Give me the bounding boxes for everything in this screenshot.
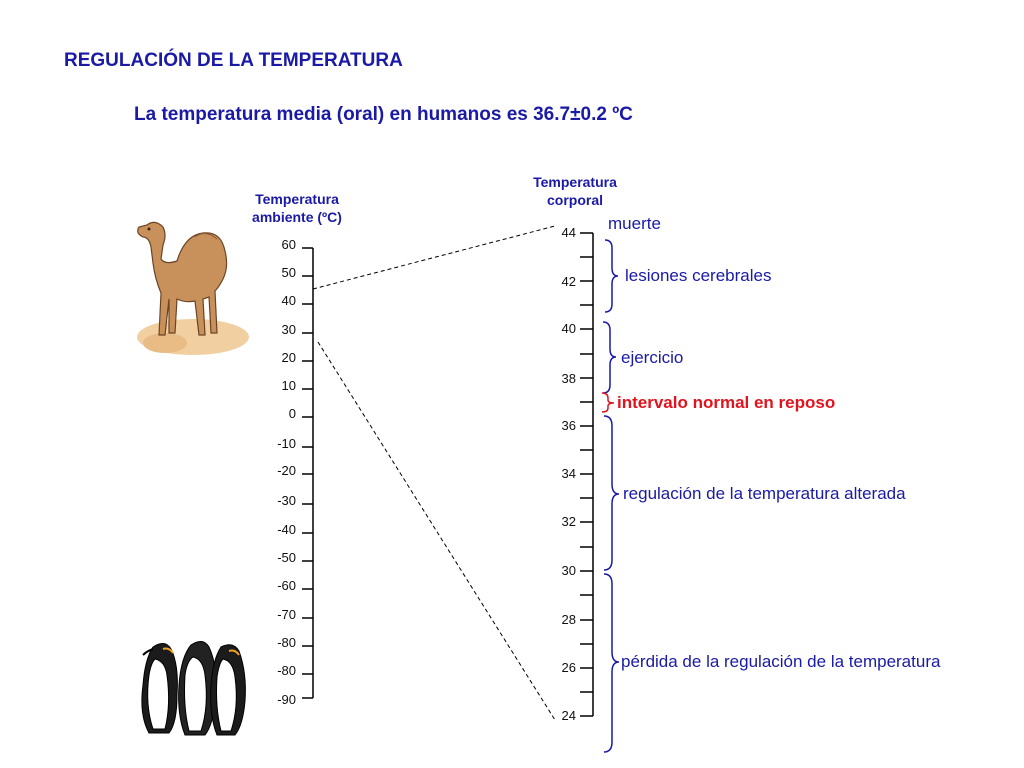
ambient-tick: -70 [277,607,296,622]
ambient-tick: 30 [281,322,296,337]
ambient-tick: 40 [281,293,296,308]
body-tick: 36 [561,418,576,433]
ambient-header-line2: ambiente (ºC) [252,209,342,225]
ambient-tick: 60 [281,237,296,252]
brace-ejercicio [603,322,616,393]
body-tick: 44 [561,225,576,240]
body-tick: 32 [561,514,576,529]
ambient-tick: 0 [288,406,296,421]
camel-image [125,215,255,360]
ambient-tick: -90 [277,692,296,707]
range-label-ejercicio: ejercicio [621,348,684,367]
range-label-normal: intervalo normal en reposo [617,393,836,412]
ambient-tick: -60 [277,578,296,593]
range-label-muerte: muerte [608,214,661,233]
ambient-tick: -80 [277,663,296,678]
body-tick: 26 [561,660,576,675]
penguins-image [135,635,255,740]
ambient-tick: -10 [277,436,296,451]
range-label-lesiones: lesiones cerebrales [625,266,772,285]
ambient-tick-marks [302,248,313,698]
ambient-tick: -40 [277,522,296,537]
body-tick: 28 [561,612,576,627]
body-header-line2: corporal [546,192,603,208]
ambient-tick: -50 [277,550,296,565]
ambient-tick: 20 [281,350,296,365]
range-label-perdida: pérdida de la regulación de la temperatura [621,652,941,671]
body-header-line1: Temperatura [533,174,617,190]
page-title: REGULACIÓN DE LA TEMPERATURA [64,50,403,71]
body-tick-marks [580,233,593,716]
connector-top-dashed [313,226,555,289]
body-tick: 24 [561,708,576,723]
range-label-alterada: regulación de la temperatura alterada [623,484,906,503]
body-tick: 40 [561,321,576,336]
brace-alterada [604,416,619,570]
ambient-tick: -20 [277,463,296,478]
body-tick: 38 [561,371,576,386]
body-tick: 34 [561,466,576,481]
ambient-tick: 10 [281,378,296,393]
ambient-tick: 50 [281,265,296,280]
body-tick: 42 [561,274,576,289]
ambient-tick: -80 [277,635,296,650]
ambient-tick: -30 [277,493,296,508]
body-tick: 30 [561,563,576,578]
brace-normal [602,393,614,412]
page-subtitle: La temperatura media (oral) en humanos es 36.7±0.2 ºC [134,104,633,125]
ambient-header-line1: Temperatura [255,191,339,207]
brace-perdida [604,574,619,752]
connector-bottom-dashed [318,342,555,720]
brace-lesiones [605,240,618,312]
